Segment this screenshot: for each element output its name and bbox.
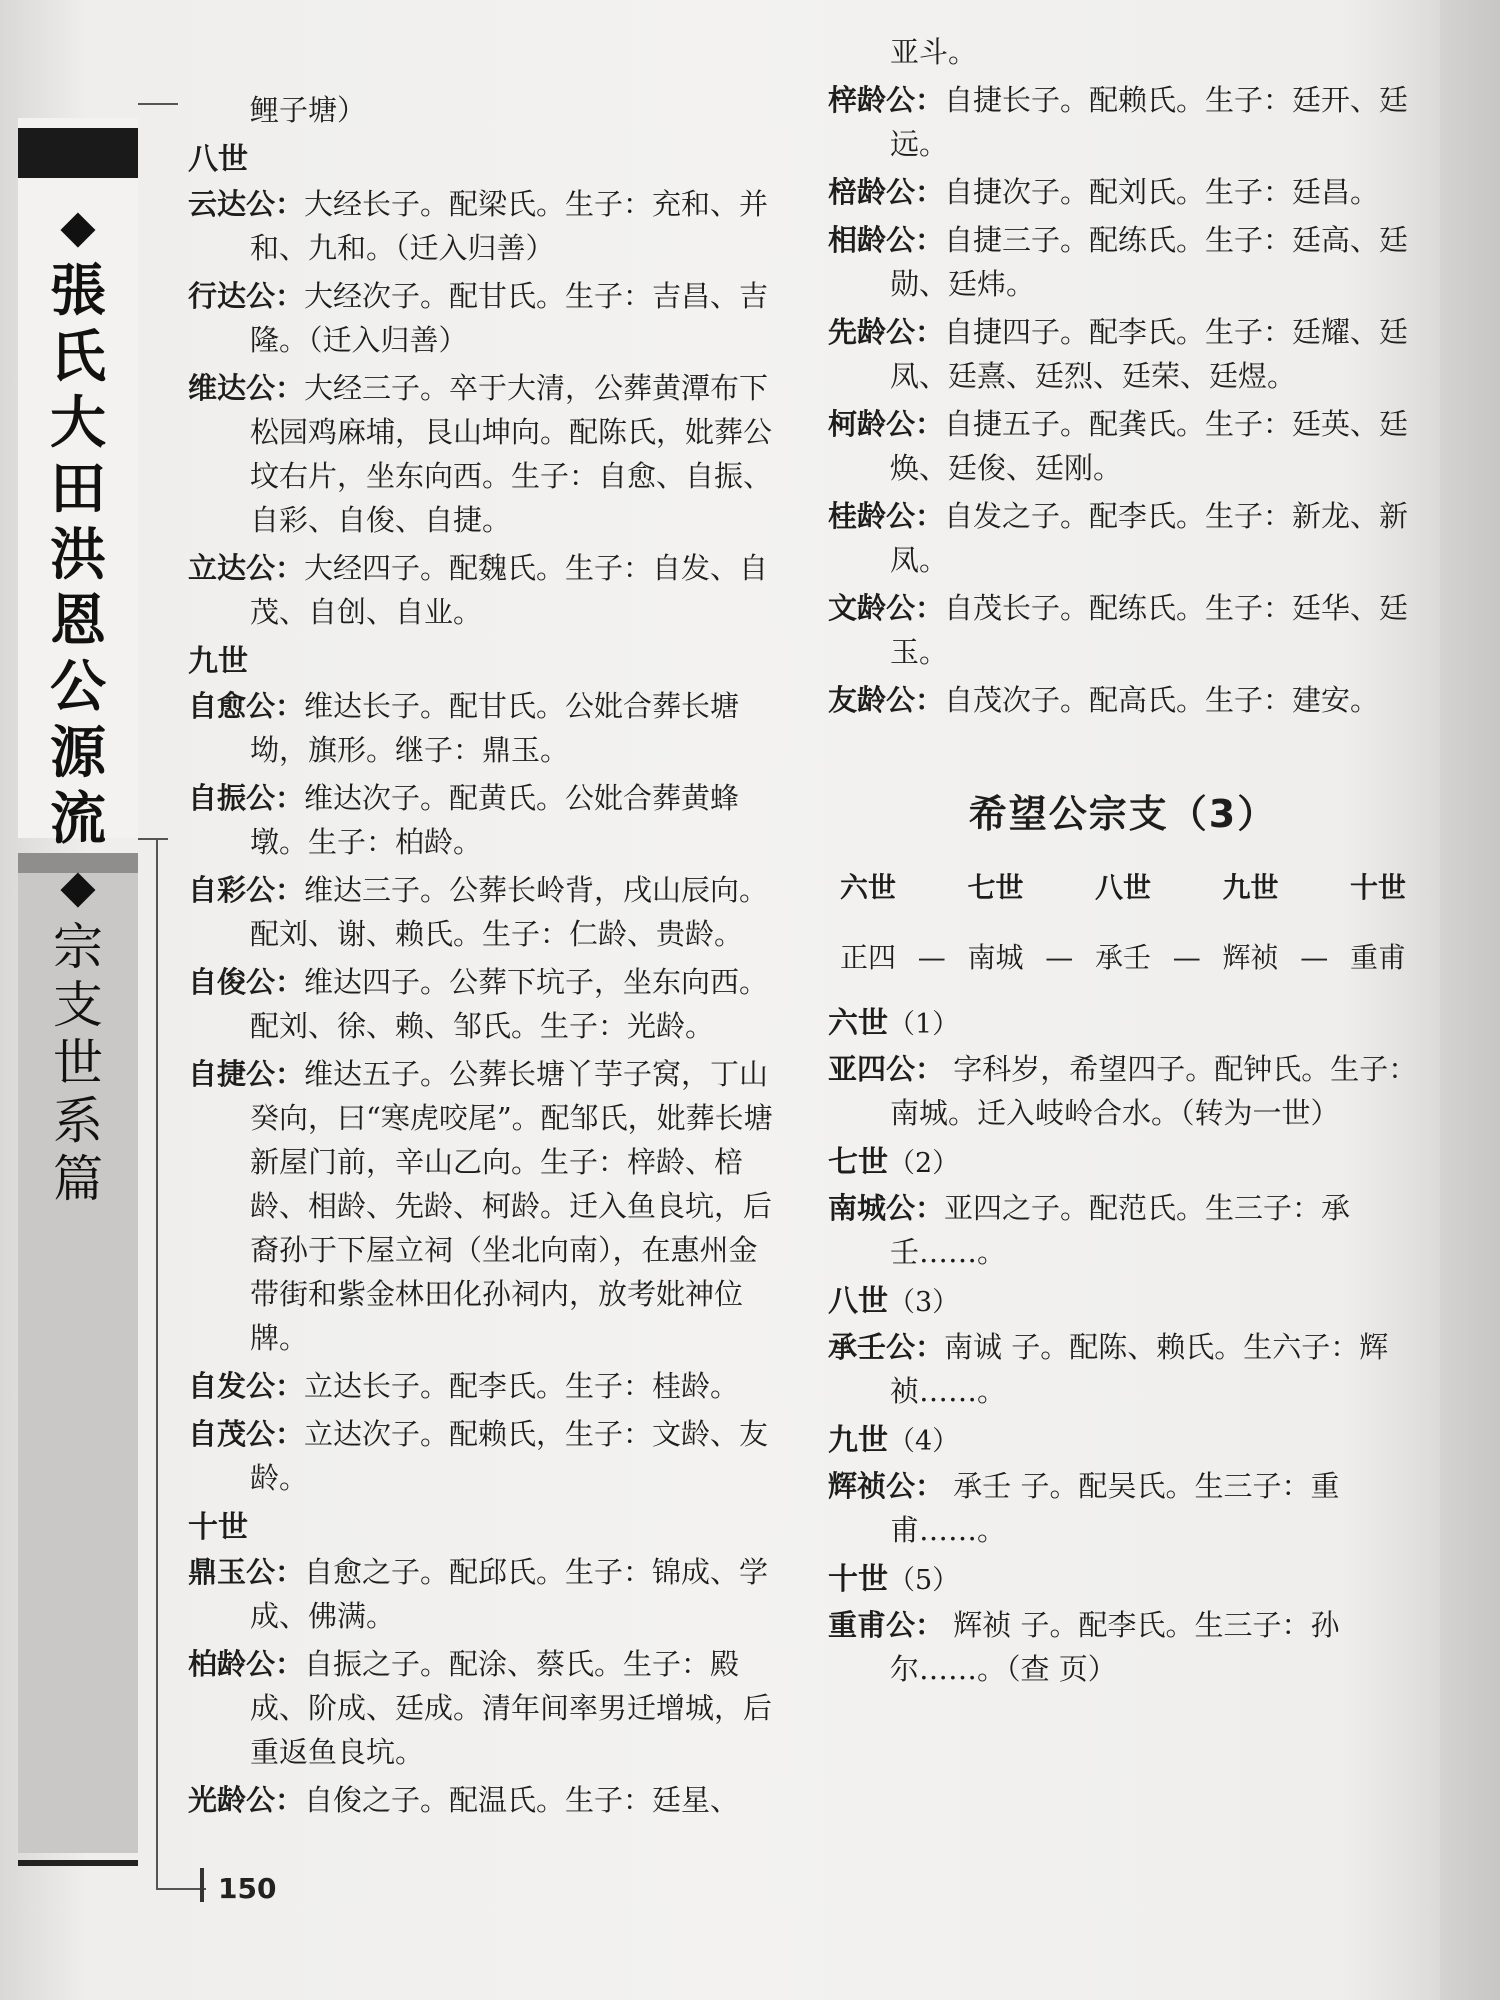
lineage-dash: —: [1045, 941, 1074, 974]
entry-text: 维达三子。公葬长岭背，戌山辰向。配刘、谢、赖氏。生子：仁龄、贵龄。: [250, 873, 769, 951]
entry-text: 大经三子。卒于大清，公葬黄潭布下松园鸡麻埔，艮山坤向。配陈氏，妣葬公坟右片，坐东向西。生子：自愈、自振、自彩、自俊、自捷。: [250, 371, 773, 537]
genealogy-entry: [828, 1464, 1418, 1552]
ancestor-name: 自俊公：: [188, 965, 305, 999]
generation-heading: [828, 1002, 1418, 1047]
entry-text: 亚四之子。配范氏。生三子：承壬……。: [890, 1191, 1351, 1269]
entry-text: 自茂次子。配高氏。生子：建安。: [944, 683, 1380, 717]
lineage-chain: [828, 936, 1418, 980]
ancestor-name: 承壬公：: [828, 1330, 945, 1364]
page-number: 150: [218, 1872, 277, 1905]
entry-text: 维达次子。配黄氏。公妣合葬黄蜂墩。生子：柏龄。: [250, 781, 740, 859]
genealogy-entry: [188, 776, 773, 864]
genealogy-entry: [188, 1412, 773, 1500]
generation-heading: [828, 1141, 1418, 1186]
ancestor-name: 重甫公：: [828, 1608, 945, 1642]
ancestor-name: 友龄公：: [828, 683, 945, 717]
gen-label: 八世: [828, 1284, 888, 1319]
ancestor-name: 光龄公：: [188, 1783, 305, 1817]
ancestor-name: 棓龄公：: [828, 175, 945, 209]
gen-header: 八世: [1094, 871, 1151, 904]
entry-text: 承壬 子。配吴氏。生三子：重甫……。: [890, 1469, 1340, 1547]
subtitle-char: 支: [53, 976, 103, 1034]
frame-line: [138, 103, 178, 105]
right-column: [828, 30, 1418, 1695]
gen-number: （5）: [888, 1565, 960, 1596]
genealogy-entry: [188, 1778, 773, 1822]
subtitle-char: 世: [53, 1034, 103, 1092]
genealogy-entry: [828, 1186, 1418, 1274]
genealogy-entry: [828, 402, 1418, 490]
genealogy-entry: [188, 1364, 773, 1408]
gen-number: （4）: [888, 1426, 960, 1457]
lineage-dash: —: [917, 941, 946, 974]
section-subtitle-vertical: [33, 918, 123, 1208]
lineage-name: 南城: [967, 941, 1024, 974]
entry-text: 自捷四子。配李氏。生子：廷耀、廷凤、廷熹、廷烈、廷荣、廷煜。: [890, 315, 1409, 393]
ancestor-name: 自捷公：: [188, 1057, 305, 1091]
generation-heading: [828, 1419, 1418, 1464]
entry-text: 维达长子。配甘氏。公妣合葬长塘坳，旗形。继子：鼎玉。: [250, 689, 740, 767]
ancestor-name: 自茂公：: [188, 1417, 305, 1451]
lineage-name: 承壬: [1094, 941, 1151, 974]
lineage-dash: —: [1172, 941, 1201, 974]
title-char: 張: [50, 259, 106, 324]
gen-number: （2）: [888, 1148, 960, 1179]
entry-text: 自茂长子。配练氏。生子：廷华、廷玉。: [890, 591, 1409, 669]
ancestor-name: 自彩公：: [188, 873, 305, 907]
page-number-tick: [200, 1868, 204, 1902]
ancestor-name: 维达公：: [188, 371, 305, 405]
frame-line: [156, 838, 158, 1888]
ancestor-name: 相龄公：: [828, 223, 945, 257]
book-title-vertical: [28, 193, 128, 919]
side-band-top-bar: [18, 128, 138, 178]
ancestor-name: 云达公：: [188, 187, 305, 221]
entry-text: 大经长子。配梁氏。生子：充和、并和、九和。（迁入归善）: [250, 187, 769, 265]
genealogy-entry: [188, 366, 773, 542]
ancestor-name: 鼎玉公：: [188, 1555, 305, 1589]
page-gutter-shadow: [1440, 0, 1500, 2000]
generation-heading: 九世: [188, 644, 248, 679]
ancestor-name: 柏龄公：: [188, 1647, 305, 1681]
side-band: [18, 118, 138, 1858]
lineage-name: 正四: [840, 941, 897, 974]
gen-label: 十世: [828, 1562, 888, 1597]
gen-label: 九世: [828, 1423, 888, 1458]
subtitle-char: 系: [53, 1092, 103, 1150]
title-char: 氏: [50, 325, 106, 390]
genealogy-entry: [828, 1603, 1418, 1691]
genealogy-entry: [188, 274, 773, 362]
genealogy-entry: [828, 78, 1418, 166]
lineage-name: 重甫: [1349, 941, 1406, 974]
ancestor-name: 自振公：: [188, 781, 305, 815]
generation-heading: [828, 1280, 1418, 1325]
gen-number: （1）: [888, 1009, 960, 1040]
lineage-dash: —: [1300, 941, 1329, 974]
genealogy-entry: [828, 170, 1418, 214]
gen-header: 六世: [840, 871, 897, 904]
entry-text: 立达长子。配李氏。生子：桂龄。: [304, 1369, 740, 1403]
generation-heading: 八世: [188, 142, 248, 177]
ancestor-name: 亚四公：: [828, 1052, 945, 1086]
entry-text: 自振之子。配涂、蔡氏。生子：殿成、阶成、廷成。清年间率男迁增城，后重返鱼良坑。: [250, 1647, 773, 1769]
lineage-name: 辉祯: [1222, 941, 1279, 974]
ancestor-name: 先龄公：: [828, 315, 945, 349]
left-column: [188, 88, 773, 1826]
gen-label: 七世: [828, 1145, 888, 1180]
genealogy-entry: [828, 218, 1418, 306]
genealogy-entry: [828, 1047, 1418, 1135]
ancestor-name: 自愈公：: [188, 689, 305, 723]
frame-line: [138, 838, 168, 840]
title-char: 流: [50, 787, 106, 852]
entry-text: 自捷次子。配刘氏。生子：廷昌。: [944, 175, 1380, 209]
entry-text: 自捷三子。配练氏。生子：廷高、廷勋、廷炜。: [890, 223, 1409, 301]
generation-heading: [828, 1558, 1418, 1603]
entry-text: 大经四子。配魏氏。生子：自发、自茂、自创、自业。: [250, 551, 769, 629]
entry-text: 自发之子。配李氏。生子：新龙、新凤。: [890, 499, 1409, 577]
ancestor-name: 辉祯公：: [828, 1469, 945, 1503]
title-char: 公: [50, 655, 106, 720]
gen-number: （3）: [888, 1287, 960, 1318]
genealogy-entry: [188, 684, 773, 772]
entry-text: 自捷五子。配龚氏。生子：廷英、廷焕、廷俊、廷刚。: [890, 407, 1409, 485]
genealogy-entry: [828, 678, 1418, 722]
genealogy-entry: [828, 494, 1418, 582]
gen-header: 七世: [967, 871, 1024, 904]
genealogy-entry: [188, 546, 773, 634]
genealogy-entry: [828, 586, 1418, 674]
side-band-bottom-line: [18, 1860, 138, 1866]
genealogy-entry: [188, 1642, 773, 1774]
ancestor-name: 柯龄公：: [828, 407, 945, 441]
ancestor-name: 梓龄公：: [828, 83, 945, 117]
entry-text: 自俊之子。配温氏。生子：廷星、: [304, 1783, 740, 1817]
diamond-icon: ◆: [60, 859, 96, 913]
genealogy-entry: [188, 1550, 773, 1638]
ancestor-name: 自发公：: [188, 1369, 305, 1403]
ancestor-name: 南城公：: [828, 1191, 945, 1225]
title-char: 源: [50, 721, 106, 786]
ancestor-name: 立达公：: [188, 551, 305, 585]
ancestor-name: 桂龄公：: [828, 499, 945, 533]
title-char: 大: [50, 391, 106, 456]
entry-text: 维达四子。公葬下坑子，坐东向西。配刘、徐、赖、邹氏。生子：光龄。: [250, 965, 769, 1043]
generation-heading: 十世: [188, 1510, 248, 1545]
diamond-icon: ◆: [60, 199, 96, 253]
entry-text: 字科岁，希望四子。配钟氏。生子：南城。迁入岐岭合水。（转为一世）: [890, 1052, 1418, 1130]
entry-text: 大经次子。配甘氏。生子：吉昌、吉隆。（迁入归善）: [250, 279, 769, 357]
subtitle-char: 宗: [53, 918, 103, 976]
gen-label: 六世: [828, 1006, 888, 1041]
genealogy-entry: [188, 960, 773, 1048]
genealogy-entry: [188, 868, 773, 956]
genealogy-entry: [188, 182, 773, 270]
gen-header: 十世: [1349, 871, 1406, 904]
subtitle-char: 篇: [53, 1150, 103, 1208]
entry-text: 辉祯 子。配李氏。生三子：孙尔……。（查 页）: [890, 1608, 1340, 1686]
ancestor-name: 行达公：: [188, 279, 305, 313]
section-title: 希望公宗支（3）: [968, 792, 1278, 836]
gen-header: 九世: [1222, 871, 1279, 904]
ancestor-name: 文龄公：: [828, 591, 945, 625]
frame-line: [156, 1888, 206, 1890]
genealogy-entry: [188, 1052, 773, 1360]
genealogy-entry: [828, 310, 1418, 398]
entry-text: 维达五子。公葬长塘丫芋子窝，丁山癸向，曰“寒虎咬尾”。配邹氏，妣葬长塘新屋门前，辛山乙向。生子：梓龄、棓龄、相龄、先龄、柯龄。迁入鱼良坑，后裔孙于下屋立祠（坐北向南），在惠州金带街和紫金林田化孙祠内，放考妣神位牌。: [250, 1057, 773, 1355]
entry-text: 自愈之子。配邱氏。生子：锦成、学成、佛满。: [250, 1555, 769, 1633]
entry-text: 自捷长子。配赖氏。生子：廷开、廷远。: [890, 83, 1409, 161]
genealogy-entry: [828, 1325, 1418, 1413]
entry-text: 南诚 子。配陈、赖氏。生六子：辉祯……。: [890, 1330, 1389, 1408]
title-char: 田: [50, 457, 106, 522]
continuation-text: 亚斗。: [890, 35, 978, 69]
title-char: 恩: [50, 589, 106, 654]
lineage-generation-headers: [828, 866, 1418, 910]
entry-text: 立达次子。配赖氏，生子：文龄、友龄。: [250, 1417, 769, 1495]
continuation-text: 鲤子塘）: [250, 93, 367, 127]
title-char: 洪: [50, 523, 106, 588]
